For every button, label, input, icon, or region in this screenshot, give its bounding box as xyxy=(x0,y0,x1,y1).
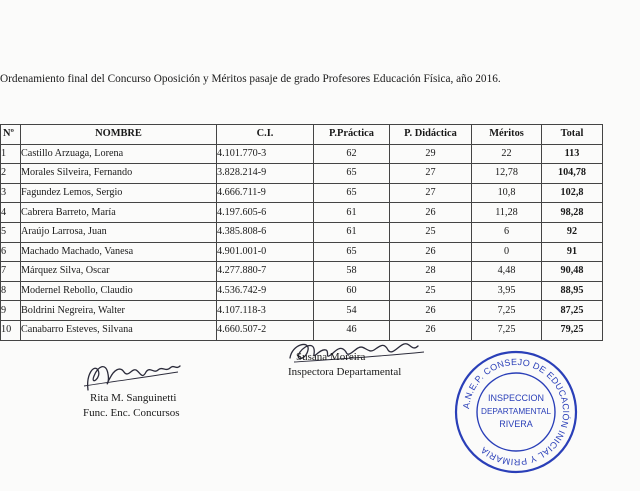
row-practica: 61 xyxy=(314,222,390,242)
row-total: 79,25 xyxy=(542,320,603,340)
row-total: 87,25 xyxy=(542,301,603,321)
row-number: 2 xyxy=(1,164,21,184)
header-nombre: NOMBRE xyxy=(21,125,217,145)
row-meritos: 11,28 xyxy=(472,203,542,223)
table-row xyxy=(1,144,603,164)
row-nombre: Márquez Silva, Oscar xyxy=(21,262,217,282)
row-meritos: 10,8 xyxy=(472,183,542,203)
row-practica: 65 xyxy=(314,242,390,262)
row-nombre: Cabrera Barreto, María xyxy=(21,203,217,223)
row-practica: 54 xyxy=(314,301,390,321)
header-didactica: P. Didáctica xyxy=(390,125,472,145)
row-nombre: Morales Silveira, Fernando xyxy=(21,164,217,184)
signature-left-name: Rita M. Sanguinetti xyxy=(90,392,177,404)
row-number: 3 xyxy=(1,183,21,203)
row-total: 104,78 xyxy=(542,164,603,184)
table-header-row xyxy=(1,125,603,145)
row-ci: 4.536.742-9 xyxy=(217,281,314,301)
row-ci: 4.660.507-2 xyxy=(217,320,314,340)
stamp-line-1: INSPECCION xyxy=(487,393,545,403)
table-row xyxy=(1,301,603,321)
row-didactica: 26 xyxy=(390,320,472,340)
row-practica: 65 xyxy=(314,164,390,184)
table-row xyxy=(1,164,603,184)
row-didactica: 26 xyxy=(390,242,472,262)
row-total: 88,95 xyxy=(542,281,603,301)
row-practica: 62 xyxy=(314,144,390,164)
row-number: 4 xyxy=(1,203,21,223)
row-ci: 4.107.118-3 xyxy=(217,301,314,321)
row-ci: 4.101.770-3 xyxy=(217,144,314,164)
row-didactica: 28 xyxy=(390,262,472,282)
row-total: 91 xyxy=(542,242,603,262)
row-didactica: 25 xyxy=(390,222,472,242)
row-ci: 3.828.214-9 xyxy=(217,164,314,184)
official-stamp xyxy=(452,348,580,476)
row-nombre: Fagundez Lemos, Sergio xyxy=(21,183,217,203)
signature-right-role: Inspectora Departamental xyxy=(288,366,402,378)
row-meritos: 4,48 xyxy=(472,262,542,282)
table-row xyxy=(1,262,603,282)
signature-right-name: Susana Moreira xyxy=(296,351,366,363)
row-ci: 4.277.880-7 xyxy=(217,262,314,282)
row-total: 92 xyxy=(542,222,603,242)
document-heading: Ordenamiento final del Concurso Oposición y Méritos pasaje de grado Profesores Educación Física, año 2016. xyxy=(0,73,501,85)
row-practica: 58 xyxy=(314,262,390,282)
stamp-ring-text: A.N.E.P. CONSEJO DE EDUCACIÓN INICIAL Y PRIMARIA xyxy=(461,356,572,468)
table-row xyxy=(1,222,603,242)
table-row xyxy=(1,242,603,262)
row-total: 102,8 xyxy=(542,183,603,203)
row-number: 10 xyxy=(1,320,21,340)
stamp-line-2: DEPARTAMENTAL xyxy=(481,407,551,416)
row-number: 7 xyxy=(1,262,21,282)
table-row xyxy=(1,203,603,223)
row-meritos: 12,78 xyxy=(472,164,542,184)
row-didactica: 26 xyxy=(390,203,472,223)
row-didactica: 27 xyxy=(390,183,472,203)
header-ci: C.I. xyxy=(217,125,314,145)
row-meritos: 0 xyxy=(472,242,542,262)
row-nombre: Araújo Larrosa, Juan xyxy=(21,222,217,242)
row-didactica: 26 xyxy=(390,301,472,321)
row-number: 1 xyxy=(1,144,21,164)
row-meritos: 22 xyxy=(472,144,542,164)
row-total: 98,28 xyxy=(542,203,603,223)
header-total: Total xyxy=(542,125,603,145)
row-didactica: 25 xyxy=(390,281,472,301)
row-meritos: 6 xyxy=(472,222,542,242)
row-nombre: Modernel Rebollo, Claudio xyxy=(21,281,217,301)
row-practica: 65 xyxy=(314,183,390,203)
row-number: 9 xyxy=(1,301,21,321)
header-practica: P.Práctica xyxy=(314,125,390,145)
row-nombre: Boldrini Negreira, Walter xyxy=(21,301,217,321)
row-nombre: Machado Machado, Vanesa xyxy=(21,242,217,262)
header-number: Nº xyxy=(1,125,21,145)
row-meritos: 3,95 xyxy=(472,281,542,301)
row-practica: 46 xyxy=(314,320,390,340)
row-ci: 4.385.808-6 xyxy=(217,222,314,242)
row-ci: 4.197.605-6 xyxy=(217,203,314,223)
row-practica: 61 xyxy=(314,203,390,223)
row-number: 6 xyxy=(1,242,21,262)
row-ci: 4.666.711-9 xyxy=(217,183,314,203)
signature-left-role: Func. Enc. Concursos xyxy=(83,407,180,419)
row-nombre: Castillo Arzuaga, Lorena xyxy=(21,144,217,164)
table-row xyxy=(1,281,603,301)
row-ci: 4.901.001-0 xyxy=(217,242,314,262)
row-meritos: 7,25 xyxy=(472,301,542,321)
header-meritos: Méritos xyxy=(472,125,542,145)
results-table xyxy=(0,124,603,341)
row-total: 113 xyxy=(542,144,603,164)
row-meritos: 7,25 xyxy=(472,320,542,340)
row-didactica: 27 xyxy=(390,164,472,184)
stamp-line-3: RIVERA xyxy=(499,419,533,429)
signature-sanguinetti-scribble xyxy=(80,356,184,396)
row-total: 90,48 xyxy=(542,262,603,282)
table-row xyxy=(1,183,603,203)
row-number: 8 xyxy=(1,281,21,301)
row-practica: 60 xyxy=(314,281,390,301)
row-nombre: Canabarro Esteves, Silvana xyxy=(21,320,217,340)
row-number: 5 xyxy=(1,222,21,242)
row-didactica: 29 xyxy=(390,144,472,164)
